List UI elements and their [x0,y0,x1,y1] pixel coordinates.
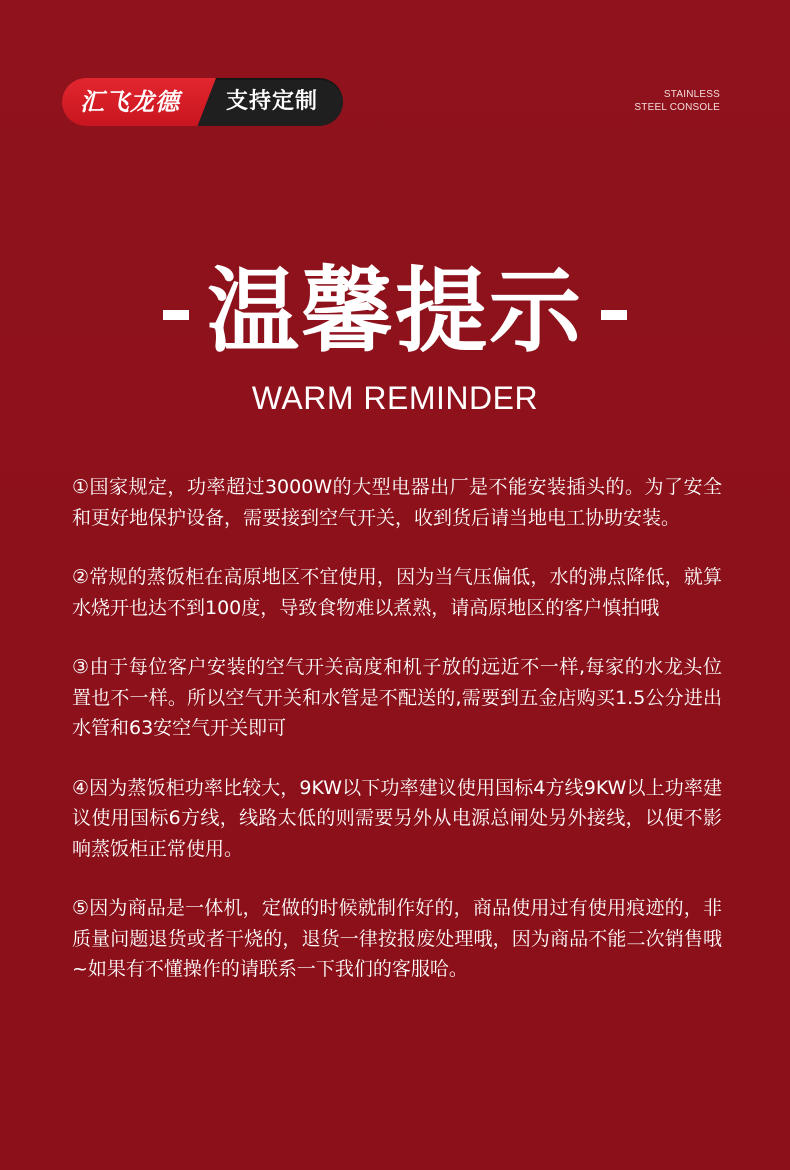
note-item: ①国家规定，功率超过3000W的大型电器出厂是不能安装插头的。为了安全和更好地保护设备，需要接到空气开关，收到货后请当地电工协助安装。 [72,476,722,529]
corner-label-line2: STEEL CONSOLE [634,102,720,113]
title-dash-left [163,310,189,320]
brand-tagline: 支持定制 [226,89,319,114]
note-item: ⑤因为商品是一体机，定做的时候就制作好的，商品使用过有使用痕迹的，非质量问题退货或者干烧的，退货一律按报废处理哦，因为商品不能二次销售哦~如果有不懂操作的请联系一下我们的客服哈。 [72,897,722,980]
note-item: ②常规的蒸饭柜在高原地区不宜使用，因为当气压偏低，水的沸点降低，就算水烧开也达不到100度，导致食物难以煮熟，请高原地区的客户慎拍哦 [72,566,722,619]
title-dash-right [601,310,627,320]
note-item: ③由于每位客户安装的空气开关高度和机子放的远近不一样,每家的水龙头位置也不一样。所以空气开关和水管是不配送的,需要到五金店购买1.5公分进出水管和63安空气开关即可 [72,656,722,739]
note-item: ④因为蒸饭柜功率比较大，9KW以下功率建议使用国标4方线9KW以上功率建议使用国标6方线，线路太低的则需要另外从电源总闸处另外接线，以便不影响蒸饭柜正常使用。 [72,776,722,860]
brand-name: 汇飞龙德 [80,88,180,116]
corner-label-line1: STAINLESS [663,89,720,100]
page-title: 温馨提示 [206,258,583,365]
notes-list [72,472,722,1014]
corner-label [634,88,720,114]
title-row [0,252,790,372]
brand-badge [62,78,343,126]
page-subtitle: WARM REMINDER [251,380,539,416]
